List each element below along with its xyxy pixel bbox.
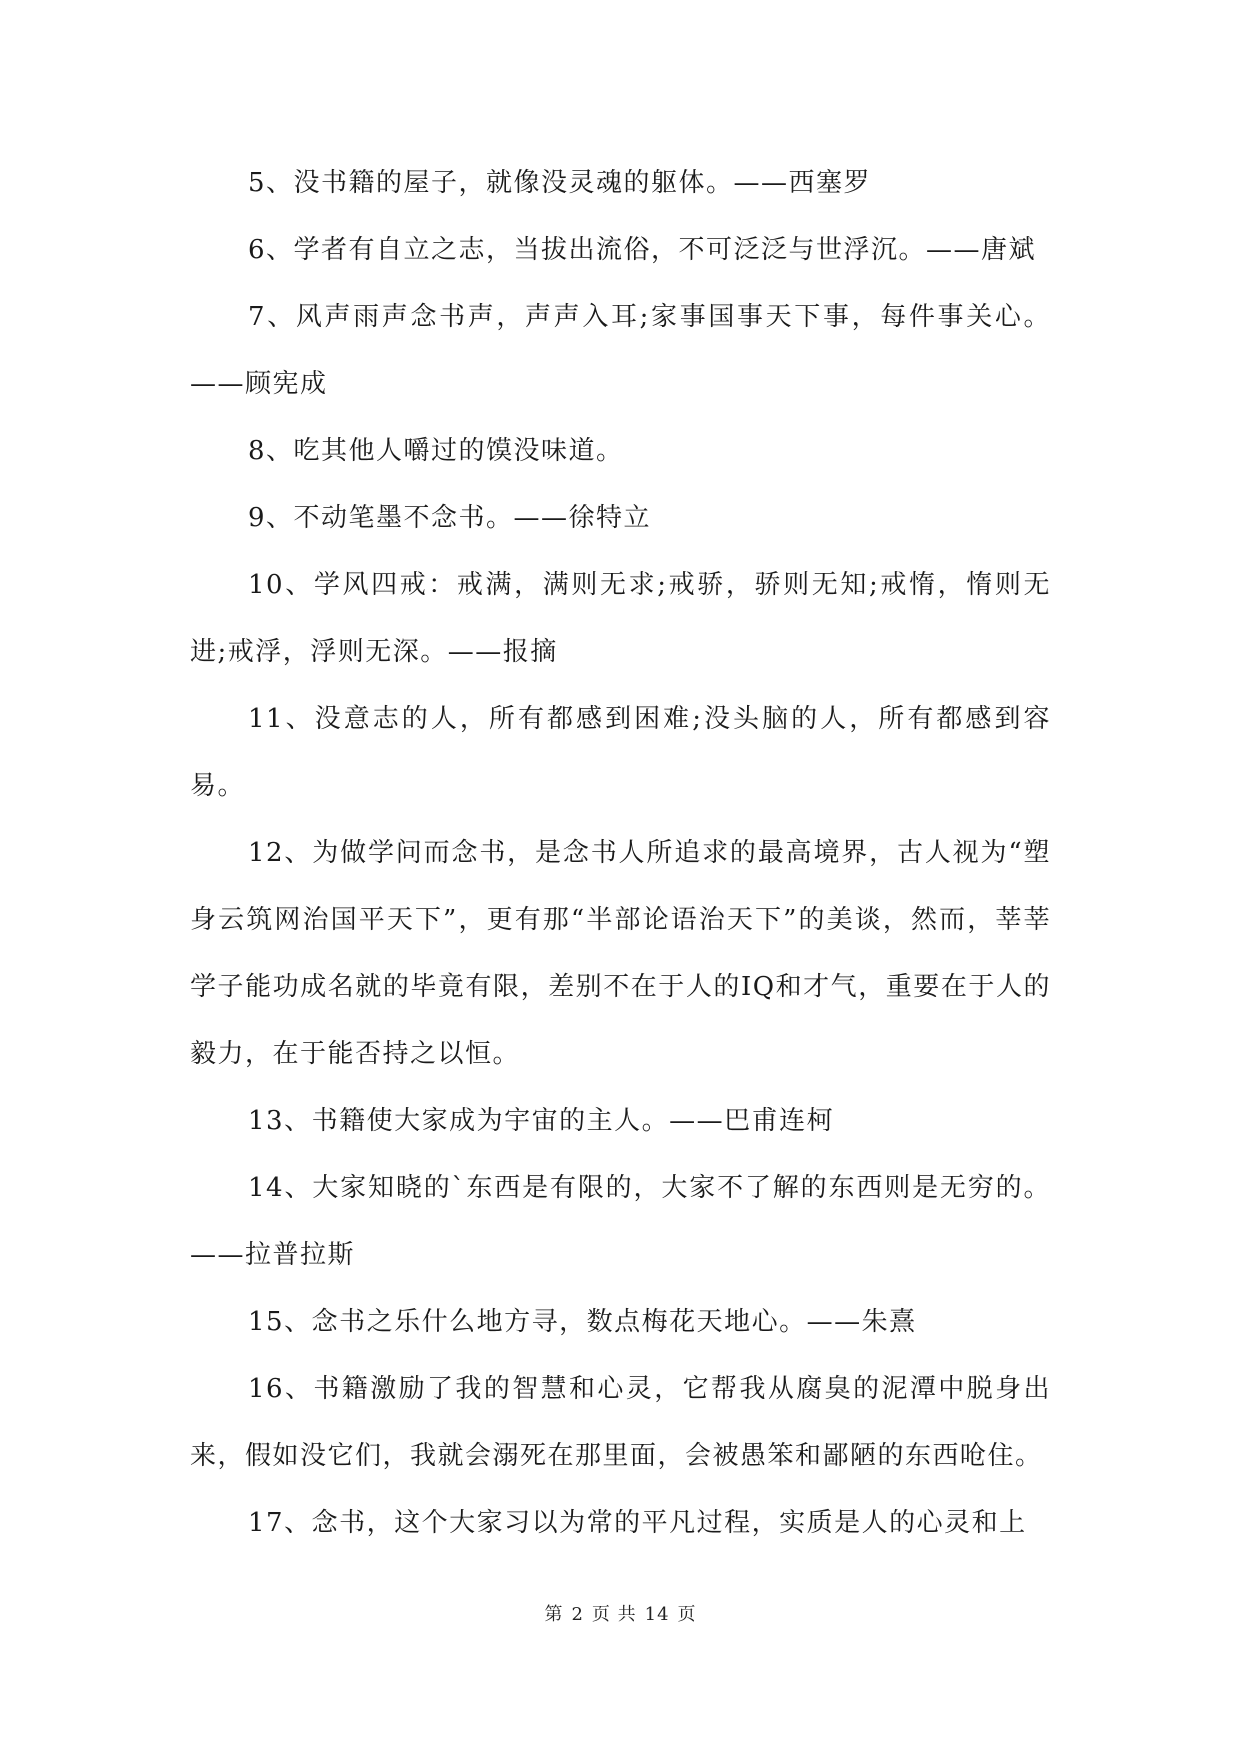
quote-paragraph: 17、念书，这个大家习以为常的平凡过程，实质是人的心灵和上 — [248, 1508, 1027, 1538]
quote-paragraph: 13、书籍使大家成为宇宙的主人。——巴甫连柯 — [248, 1106, 835, 1136]
quote-paragraph: 12、为做学问而念书，是念书人所追求的最高境界，古人视为“塑身云筑网治国平天下”，更有那“半部论语治天下”的美谈，然而，莘莘学子能功成名就的毕竟有限，差别不在于人的IQ和才气，重要在于人的毅力，在于能否持之以恒。 — [190, 838, 1051, 1069]
page-footer — [0, 1600, 1241, 1626]
quote-paragraph: 15、念书之乐什么地方寻，数点梅花天地心。——朱熹 — [248, 1307, 917, 1337]
footer-mid: 页 共 — [591, 1604, 637, 1625]
current-page-number: 2 — [571, 1604, 584, 1625]
footer-suffix: 页 — [677, 1604, 697, 1625]
total-page-count: 14 — [644, 1604, 670, 1625]
quote-paragraph: 7、风声雨声念书声，声声入耳;家事国事天下事，每件事关心。——顾宪成 — [190, 302, 1051, 399]
quote-paragraph: 16、书籍激励了我的智慧和心灵，它帮我从腐臭的泥潭中脱身出来，假如没它们，我就会溺死在那里面，会被愚笨和鄙陋的东西呛住。 — [190, 1374, 1051, 1471]
quote-paragraph: 8、吃其他人嚼过的馍没味道。 — [248, 436, 624, 466]
quote-paragraph: 5、没书籍的屋子，就像没灵魂的躯体。——西塞罗 — [248, 168, 872, 198]
quote-paragraph: 14、大家知晓的`东西是有限的，大家不了解的东西则是无穷的。——拉普拉斯 — [190, 1173, 1051, 1270]
quote-paragraph: 11、没意志的人，所有都感到困难;没头脑的人，所有都感到容易。 — [190, 704, 1051, 801]
quote-paragraph: 9、不动笔墨不念书。——徐特立 — [248, 503, 652, 533]
document-body — [190, 150, 1051, 1557]
footer-prefix: 第 — [544, 1604, 564, 1625]
quote-paragraph: 6、学者有自立之志，当拔出流俗，不可泛泛与世浮沉。——唐斌 — [248, 235, 1037, 265]
quote-paragraph: 10、学风四戒：戒满，满则无求;戒骄，骄则无知;戒惰，惰则无进;戒浮，浮则无深。——报摘 — [190, 570, 1051, 667]
